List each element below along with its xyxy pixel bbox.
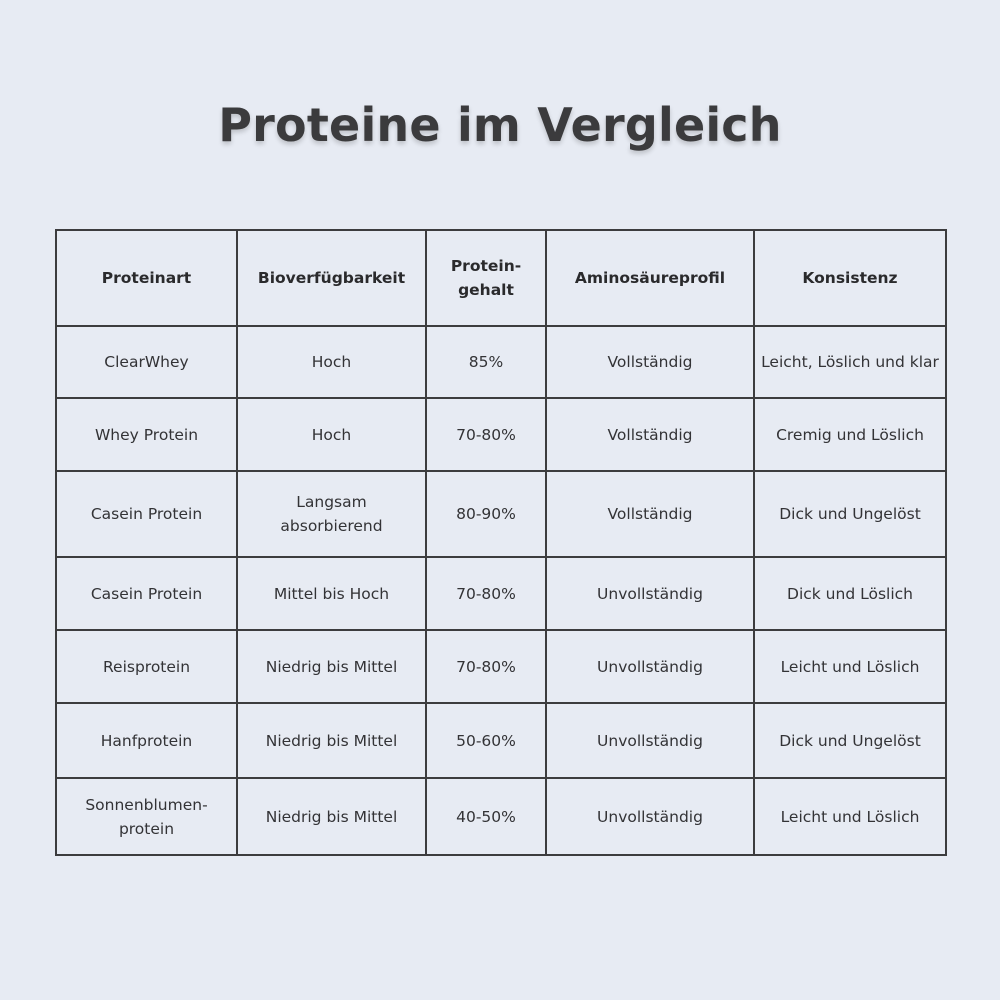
table-row <box>56 630 946 703</box>
cell-konsistenz: Leicht, Löslich und klar <box>754 326 946 398</box>
cell-proteinart: Reisprotein <box>56 630 237 703</box>
cell-aminosaeureprofil: Unvollständig <box>546 630 754 703</box>
cell-konsistenz: Leicht und Löslich <box>754 630 946 703</box>
cell-aminosaeureprofil: Unvollständig <box>546 557 754 630</box>
table-row <box>56 471 946 557</box>
cell-konsistenz: Dick und Ungelöst <box>754 703 946 778</box>
cell-proteinart: Casein Protein <box>56 471 237 557</box>
cell-proteinart: Sonnenblumen- protein <box>56 778 237 855</box>
cell-proteingehalt: 70-80% <box>426 398 546 471</box>
cell-proteingehalt: 85% <box>426 326 546 398</box>
cell-aminosaeureprofil: Vollständig <box>546 471 754 557</box>
cell-bioverfuegbarkeit: Hoch <box>237 398 426 471</box>
cell-proteingehalt: 80-90% <box>426 471 546 557</box>
cell-proteingehalt: 50-60% <box>426 703 546 778</box>
cell-aminosaeureprofil: Unvollständig <box>546 703 754 778</box>
cell-proteinart: Hanfprotein <box>56 703 237 778</box>
table-row <box>56 703 946 778</box>
header-proteinart: Proteinart <box>56 230 237 326</box>
table-row <box>56 778 946 855</box>
cell-bioverfuegbarkeit: Niedrig bis Mittel <box>237 778 426 855</box>
cell-aminosaeureprofil: Vollständig <box>546 398 754 471</box>
cell-proteingehalt: 40-50% <box>426 778 546 855</box>
cell-konsistenz: Leicht und Löslich <box>754 778 946 855</box>
table-row <box>56 326 946 398</box>
table-row <box>56 557 946 630</box>
cell-bioverfuegbarkeit: Hoch <box>237 326 426 398</box>
protein-comparison-table <box>55 229 947 856</box>
header-proteingehalt: Protein- gehalt <box>426 230 546 326</box>
header-aminosaeureprofil: Aminosäureprofil <box>546 230 754 326</box>
header-konsistenz: Konsistenz <box>754 230 946 326</box>
cell-aminosaeureprofil: Vollständig <box>546 326 754 398</box>
page-title: Proteine im Vergleich <box>218 98 782 152</box>
cell-konsistenz: Cremig und Löslich <box>754 398 946 471</box>
header-bioverfuegbarkeit: Bioverfügbarkeit <box>237 230 426 326</box>
cell-bioverfuegbarkeit: Mittel bis Hoch <box>237 557 426 630</box>
table-header-row <box>56 230 946 326</box>
cell-konsistenz: Dick und Ungelöst <box>754 471 946 557</box>
cell-konsistenz: Dick und Löslich <box>754 557 946 630</box>
cell-proteinart: ClearWhey <box>56 326 237 398</box>
cell-proteinart: Whey Protein <box>56 398 237 471</box>
cell-proteinart: Casein Protein <box>56 557 237 630</box>
table-row <box>56 398 946 471</box>
cell-proteingehalt: 70-80% <box>426 630 546 703</box>
cell-bioverfuegbarkeit: Langsam absorbierend <box>237 471 426 557</box>
cell-bioverfuegbarkeit: Niedrig bis Mittel <box>237 630 426 703</box>
cell-aminosaeureprofil: Unvollständig <box>546 778 754 855</box>
cell-bioverfuegbarkeit: Niedrig bis Mittel <box>237 703 426 778</box>
cell-proteingehalt: 70-80% <box>426 557 546 630</box>
